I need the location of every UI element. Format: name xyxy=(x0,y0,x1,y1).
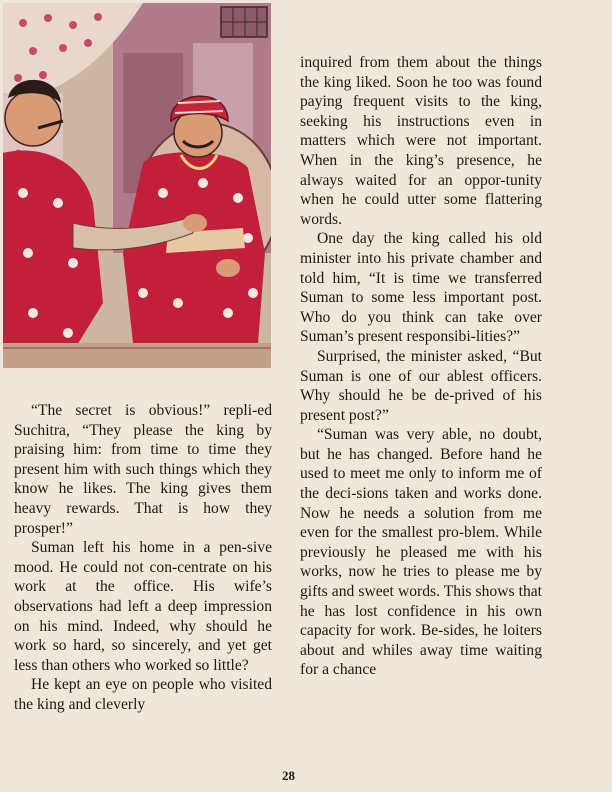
right-text-column xyxy=(300,53,542,680)
paragraph: “Suman was very able, no doubt, but he has changed. Before hand he used to meet me only to inform me of the deci-sions taken and works done. Now he needs a solution from me even for the smallest pro-blem. While previously he pleased me with his works, now he tries to please me by gifts and sweet words. This shows that he has lost confidence in his own capacity for work. Be-sides, he loiters about and whiles away time waiting for a chance xyxy=(300,426,542,679)
left-text-column xyxy=(14,401,272,715)
royal-court-illustration xyxy=(3,3,271,368)
paragraph: One day the king called his old minister into his private chamber and told him, “It is time we transferred Suman to some less important post. Who do you think can take over Suman’s present responsibi-lities?” xyxy=(300,230,542,346)
paragraph: Suman left his home in a pen-sive mood. He could not con-centrate on his work at the office. His wife’s observations had left a deep impression on his mind. Indeed, why should he work so hard, so sincerely, and yet get less than others who worked so little? xyxy=(14,539,272,674)
page-number: 28 xyxy=(282,768,295,783)
paragraph: “The secret is obvious!” repli-ed Suchitra, “They please the king by praising him: from time to time they present him with such things which they know he likes. The king gives them heavy rewards. That is how they prosper!” xyxy=(14,402,272,537)
paragraph: Surprised, the minister asked, “But Suman is one of our ablest officers. Why should he be de-prived of his present post?” xyxy=(300,347,542,424)
paragraph: He kept an eye on people who visited the king and cleverly xyxy=(14,676,272,713)
paragraph-continuation: inquired from them about the things the king liked. Soon he too was found paying frequent visits to the king, seeking his instructions even in matters which were not important. When in the king’s presence, he always waited for an oppor-tunity when he could utter some flattering words. xyxy=(300,54,542,228)
